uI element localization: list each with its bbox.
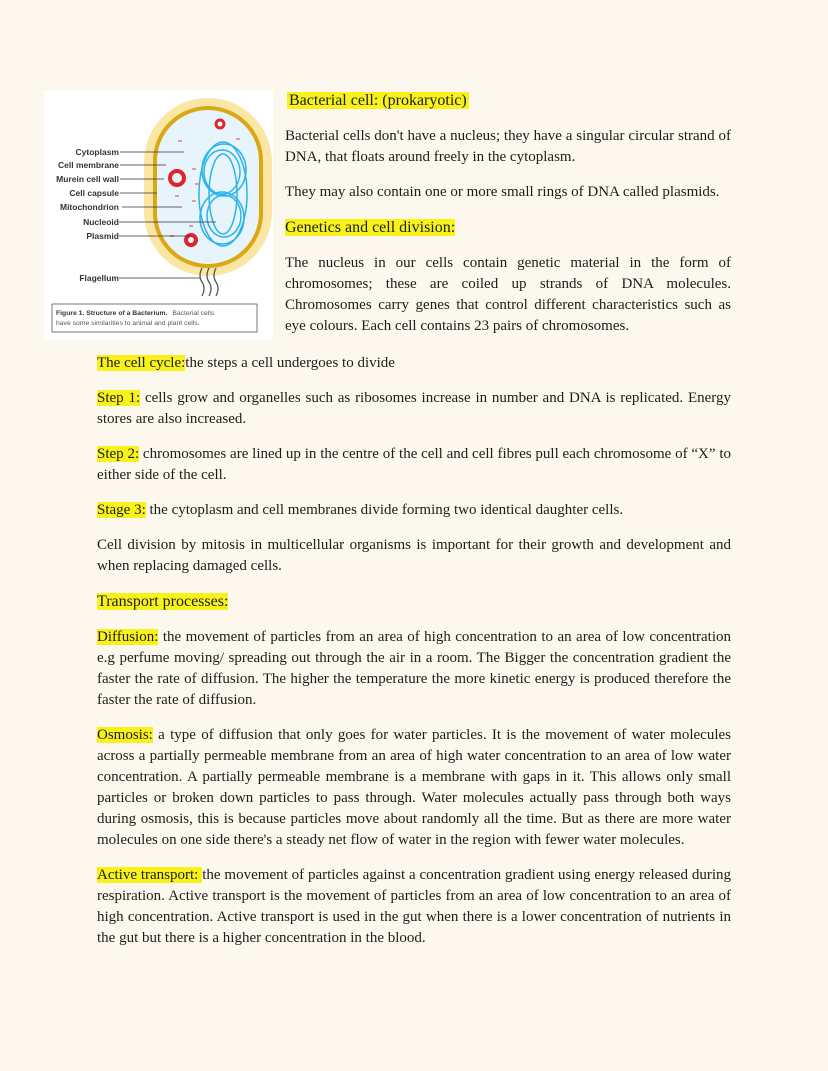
bacterial-paragraph-1: Bacterial cells don't have a nucleus; they have a singular circular strand of DNA, that floats around freely in the cytoplasm. (285, 128, 731, 165)
bacterial-paragraph-2: They may also contain one or more small rings of DNA called plasmids. (285, 184, 720, 200)
step-text: chromosomes are lined up in the centre of the cell and cell fibres pull each chromosome of “X” to either side of the cell. (97, 446, 731, 483)
bacterium-figure (44, 90, 273, 340)
diffusion-paragraph (97, 627, 731, 711)
cell-cycle-label: The cell cycle: (97, 355, 186, 371)
term-text: the movement of particles against a concentration gradient using energy released during respiration. Active transport is the movement of particles from an area of low concentration to an area of high concentration. Active transport is used in the gut when there is a lower concentration of nutrients in the gut but there is a higher concentration in the blood. (97, 867, 731, 946)
transport-heading: Transport processes: (97, 593, 229, 610)
label-plasmid: Plasmid (86, 231, 119, 241)
caption-title: Figure 1. Structure of a Bacterium. (56, 310, 168, 317)
label-flagellum: Flagellum (79, 273, 119, 283)
step-label: Stage 3: (97, 502, 146, 518)
step-label: Step 1: (97, 390, 141, 406)
step-1-paragraph (97, 388, 731, 430)
step-text: the cytoplasm and cell membranes divide forming two identical daughter cells. (145, 502, 624, 518)
bacterium-diagram (44, 90, 273, 340)
caption-box (52, 304, 257, 332)
main-content (97, 353, 731, 963)
label-mitochondrion: Mitochondrion (59, 202, 119, 212)
osmosis-paragraph (97, 725, 731, 851)
mitosis-paragraph: Cell division by mitosis in multicellular organisms is important for their growth and development and when replacing damaged cells. (97, 537, 731, 574)
term-text: the movement of particles from an area of high concentration to an area of low concentration e.g perfume moving/ spreading out through the air in a room. The Bigger the concentration gradient the faster the rate of diffusion. The higher the temperature the more kinetic energy is produced therefore the faster the rate of diffusion. (97, 629, 731, 708)
bacterial-section (285, 90, 731, 337)
stage-3-paragraph (97, 500, 731, 521)
term-text: a type of diffusion that only goes for water particles. It is the movement of water molecules across a partially permeable membrane from an area of high water concentration to an area of low water concentration. A partially permeable membrane is a membrane with gaps in it. This allows only small particles or broken down particles to pass through. Water molecules actually pass through both ways during osmosis, this is because particles move about randomly all the time. But as there are more water molecules on one side there's a steady net flow of water in the region with fewer water molecules. (97, 727, 731, 848)
caption-line1: Bacterial cells (172, 310, 215, 317)
genetics-paragraph: The nucleus in our cells contain genetic material in the form of chromosomes; these are coiled up strands of DNA molecules. Chromosomes carry genes that control different characteristics such as eye colours. Each cell contains 23 pairs of chromosomes. (285, 255, 731, 334)
cell-cycle-text: the steps a cell undergoes to divide (185, 355, 395, 371)
step-label: Step 2: (97, 446, 140, 462)
label-nucleoid: Nucleoid (83, 217, 119, 227)
active-transport-paragraph (97, 865, 731, 949)
term-label: Active transport: (97, 867, 203, 883)
label-cell-capsule: Cell capsule (69, 188, 119, 198)
label-cytoplasm: Cytoplasm (75, 147, 119, 157)
caption-line2: have some similarities to animal and plant cells. (56, 320, 200, 327)
step-text: cells grow and organelles such as ribosomes increase in number and DNA is replicated. Energy stores are also increased. (97, 390, 731, 427)
term-label: Diffusion: (97, 629, 159, 645)
label-cell-membrane: Cell membrane (58, 160, 119, 170)
label-murein-cell-wall: Murein cell wall (56, 174, 119, 184)
step-2-paragraph (97, 444, 731, 486)
genetics-heading: Genetics and cell division: (285, 219, 456, 236)
term-label: Osmosis: (97, 727, 153, 743)
cell-cycle-paragraph (97, 353, 731, 374)
svg-text:Figure 1. Structure of a Bacte (56, 310, 215, 317)
bacterial-heading: Bacterial cell: (prokaryotic) (289, 92, 467, 109)
